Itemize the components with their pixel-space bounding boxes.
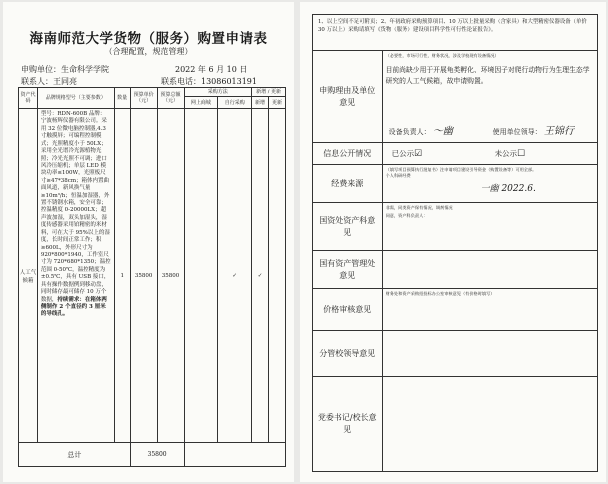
school-leader-cell bbox=[382, 331, 597, 377]
price-review-cell bbox=[382, 289, 597, 331]
party-secretary-label: 党委书记/校长意见 bbox=[313, 377, 383, 472]
row-qty: 1 bbox=[114, 109, 130, 443]
funding-label: 经费来源 bbox=[313, 165, 383, 203]
price-review-note: 财务处和资产采购招投标办公室审核意见（有价格时填写） bbox=[385, 291, 495, 296]
request-form-page bbox=[3, 2, 294, 482]
form-title: 海南师范大学货物（服务）购置申请表 bbox=[29, 31, 268, 47]
asset-committee-label: 国有资产管理处意见 bbox=[313, 251, 383, 289]
purpose-note: （必要性，市场可行性，财务状况，涉及学校现有设备情况） bbox=[385, 53, 499, 58]
disclosure-unpublished: 未公示 bbox=[494, 149, 518, 158]
header-asset-no: 资产代码 bbox=[19, 88, 38, 109]
price-review-label: 价格审核意见 bbox=[313, 289, 383, 331]
purpose-text: 目前尚缺少用于开展龟类孵化、环境因子对爬行动物行为生理生态学研究的人工气候箱，故申请购置。 bbox=[385, 66, 590, 86]
leader-label: 使用单位领导： bbox=[492, 128, 542, 136]
approval-table bbox=[312, 14, 598, 472]
asset-dept-note: 非需，同类资产保有情况，调剂情况 bbox=[385, 205, 453, 210]
header-online: 网上商城 bbox=[184, 97, 218, 109]
table-row bbox=[19, 109, 286, 443]
header-update: 更新 bbox=[269, 97, 286, 109]
date-field: 2022 年 6 月 10 日 bbox=[175, 65, 248, 74]
items-table bbox=[18, 87, 286, 467]
disclosure-published: 已公示 bbox=[391, 149, 415, 158]
dept-value: 生命科学学院 bbox=[61, 65, 109, 74]
notes-text: 1、以上空间不足可附页；2、年初政府采购预算项目、10 万以上批量采购（含家具）和大型精密仪器设备（单价 30 万以上）采购请填写《货物（服务）建设项目科学性可行性论证报告》。 bbox=[318, 19, 587, 34]
purpose-leader bbox=[493, 122, 574, 137]
header-new: 新增 bbox=[252, 97, 269, 109]
purpose-cell bbox=[382, 51, 597, 143]
leader-signature-icon: 王锦行 bbox=[543, 126, 574, 137]
dept-field bbox=[21, 64, 109, 75]
funding-sub: 个人科研经费 bbox=[385, 173, 411, 179]
row-asset-no: 人工气候箱 bbox=[19, 109, 38, 443]
header-self: 自行采购 bbox=[218, 97, 252, 109]
phone-label: 联系电话： bbox=[161, 77, 201, 86]
asset-dept-opinion: 同意，资产科负责人： bbox=[385, 213, 428, 219]
dept-label: 申购单位： bbox=[21, 65, 61, 74]
manager-label: 设备负责人： bbox=[388, 128, 431, 136]
row-update bbox=[269, 109, 286, 443]
form-subtitle: （合理配置，规范管理） bbox=[104, 47, 193, 56]
purpose-manager bbox=[389, 122, 453, 137]
header-new-update: 新增 / 更新 bbox=[252, 88, 286, 97]
contact-field bbox=[21, 76, 77, 87]
header-unit-price: 预算单价（元） bbox=[130, 88, 157, 109]
school-leader-label: 分管校领导意见 bbox=[313, 331, 383, 377]
row-spec-main: 型号：RDN-600B 品牌：宁波杨辉仪器有限公司。采用 32 位微电脑控制器,4.3 寸触摸屏；可编程控制模式；光照精度小于 50LX；采用全光谱冷光源植物光照；冷光光照不可调；进口风冷压缩机；单层 LED 模块功率≤100W，光照板尺寸≥47*38cm；箱体内置曲面风道，新风换气量≥10m³/h；恒温加湿器，外置不锈钢水箱，安全可靠；控温精度 0-20000LX；超声波加湿，双头加湿头，湿度传感器采用铂精密的米材料，可在大于 95%以上的湿度，长时间正常工作；积≥600L，外形尺寸为 920*800*1940，工作室尺寸为 720*680*1350；温控范围 0-50℃，温控精度为±0.5℃，具有 USB 接口，具有操作数据例到移动盘，同时储存最可储存 10 万个数据， bbox=[40, 111, 111, 303]
row-unit-price: 35800 bbox=[130, 109, 157, 443]
total-value: 35800 bbox=[130, 443, 184, 467]
row-total: 35800 bbox=[157, 109, 184, 443]
unpublished-checkbox-icon: ☐ bbox=[517, 149, 526, 159]
header-total: 预算总额（元） bbox=[157, 88, 184, 109]
row-new-check-icon: ✓ bbox=[252, 109, 269, 443]
funding-signature-icon: 一幽 2022.6. bbox=[480, 183, 536, 194]
disclosure-cell bbox=[382, 143, 597, 165]
asset-dept-cell bbox=[382, 203, 597, 251]
contact-label: 联系人： bbox=[21, 77, 53, 86]
disclosure-label: 信息公开情况 bbox=[313, 143, 383, 165]
funding-note: （填写项目预算执行批复书）注申请项目建设引导资金（购置设备等）可用全部。 bbox=[385, 167, 537, 172]
purpose-label: 申购理由及单位意见 bbox=[313, 51, 383, 143]
contact-value: 王同亮 bbox=[53, 77, 77, 86]
row-spec-bold: 持续需求：在箱体两侧制作 2 个直径约 3 厘米的导线孔。 bbox=[40, 296, 107, 318]
form-notes bbox=[313, 15, 598, 51]
header-qty: 数量 bbox=[114, 88, 130, 109]
asset-committee-cell bbox=[382, 251, 597, 289]
asset-dept-label: 国资处资产科意见 bbox=[313, 203, 383, 251]
header-method: 采购方法 bbox=[184, 88, 252, 97]
total-label: 总计 bbox=[19, 443, 131, 467]
approval-form-page bbox=[300, 2, 606, 482]
row-online bbox=[184, 109, 218, 443]
total-row bbox=[19, 443, 286, 467]
published-checkbox-icon: ☑ bbox=[414, 149, 423, 159]
party-secretary-cell bbox=[382, 377, 597, 472]
manager-signature-icon: 〜幽 bbox=[432, 126, 453, 137]
phone-field bbox=[161, 76, 257, 87]
total-blank bbox=[184, 443, 286, 467]
header-name: 品牌规格型号（主要参数） bbox=[37, 88, 114, 109]
phone-value: 13086013191 bbox=[201, 77, 257, 86]
funding-cell bbox=[382, 165, 597, 203]
row-spec bbox=[37, 109, 114, 443]
row-self-check-icon: ✓ bbox=[218, 109, 252, 443]
